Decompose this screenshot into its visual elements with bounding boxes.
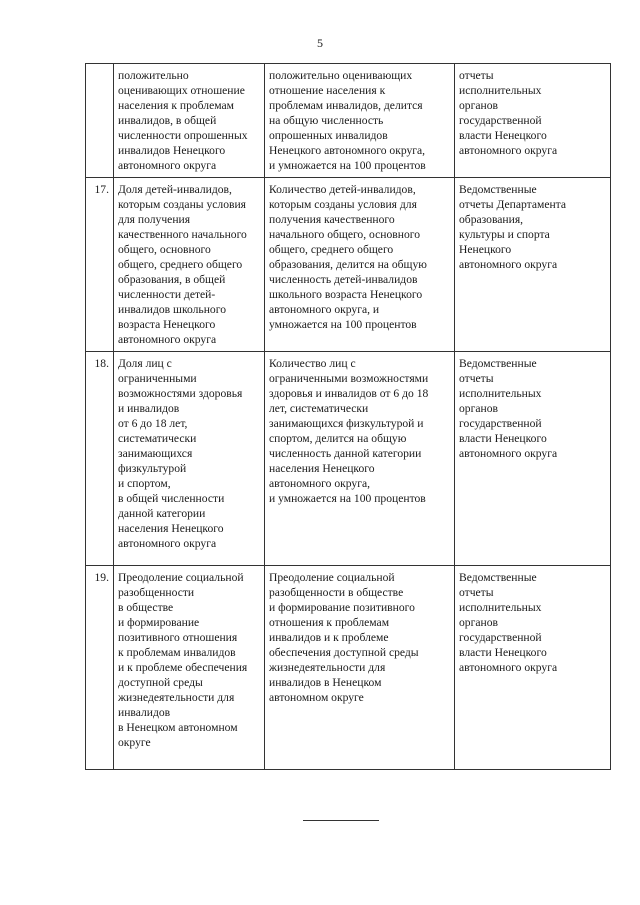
calculation-method-text: Преодоление социальной разобщенности в обществе и формирование позитивного отношения к проблемам инвалидов и к проблеме обеспечения доступной среды жизнедеятельности для инвалидов в Ненецком автономном округе	[269, 571, 419, 704]
indicator-name-cell	[114, 178, 265, 352]
data-source-text: Ведомственные отчеты исполнительных органов государственной власти Ненецкого автономного округа	[459, 571, 558, 674]
calculation-method-cell	[265, 352, 455, 566]
table-row	[86, 566, 611, 770]
indicator-name-cell	[114, 64, 265, 178]
indicator-name-text: Доля детей-инвалидов, которым созданы условия для получения качественного начального общего, основного общего, среднего общего образования, в общей численности детей- инвалидов школьного возраста Ненецкого автономного округа	[118, 183, 247, 346]
data-source-cell	[455, 178, 611, 352]
indicator-name-text: положительно оценивающих отношение населения к проблемам инвалидов, в общей численности опрошенных инвалидов Ненецкого автономного округа	[118, 69, 248, 172]
indicator-name-cell	[114, 566, 265, 770]
calculation-method-cell	[265, 178, 455, 352]
row-number-cell	[86, 64, 114, 178]
data-source-text: отчеты исполнительных органов государственной власти Ненецкого автономного округа	[459, 69, 558, 157]
row-number-cell: 18.	[86, 352, 114, 566]
indicator-name-cell	[114, 352, 265, 566]
indicators-table	[85, 63, 611, 770]
data-source-cell	[455, 352, 611, 566]
calculation-method-cell	[265, 566, 455, 770]
end-of-document-rule	[303, 820, 379, 821]
calculation-method-text: Количество лиц с ограниченными возможностями здоровья и инвалидов от 6 до 18 лет, систематически занимающихся физкультурой и спортом, делится на общую численность данной категории населения Ненецкого автономного округа, и умножается на 100 процентов	[269, 357, 429, 505]
data-source-text: Ведомственные отчеты исполнительных органов государственной власти Ненецкого автономного округа	[459, 357, 558, 460]
data-source-text: Ведомственные отчеты Департамента образования, культуры и спорта Ненецкого автономного округа	[459, 183, 567, 271]
calculation-method-cell	[265, 64, 455, 178]
data-source-cell	[455, 64, 611, 178]
calculation-method-text: положительно оценивающих отношение населения к проблемам инвалидов, делится на общую численность опрошенных инвалидов Ненецкого автономного округа, и умножается на 100 процентов	[269, 69, 426, 172]
page-number: 5	[317, 36, 323, 50]
data-source-cell	[455, 566, 611, 770]
calculation-method-text: Количество детей-инвалидов, которым созданы условия для получения качественного начального общего, основного общего, среднего общего образования, делится на общую численность детей-инвалидов школьного возраста Ненецкого автономного округа, и умножается на 100 процентов	[269, 183, 427, 331]
indicator-name-text: Доля лиц с ограниченными возможностями здоровья и инвалидов от 6 до 18 лет, систематически занимающихся физкультурой и спортом, в общей численности данной категории населения Ненецкого автономного округа	[118, 357, 243, 550]
table-row	[86, 64, 611, 178]
table-row	[86, 178, 611, 352]
row-number-cell: 19.	[86, 566, 114, 770]
indicator-name-text: Преодоление социальной разобщенности в обществе и формирование позитивного отношения к проблемам инвалидов и к проблеме обеспечения доступной среды жизнедеятельности для инвалидов в Ненецком автономном округе	[118, 571, 248, 749]
table-row	[86, 352, 611, 566]
row-number-cell: 17.	[86, 178, 114, 352]
